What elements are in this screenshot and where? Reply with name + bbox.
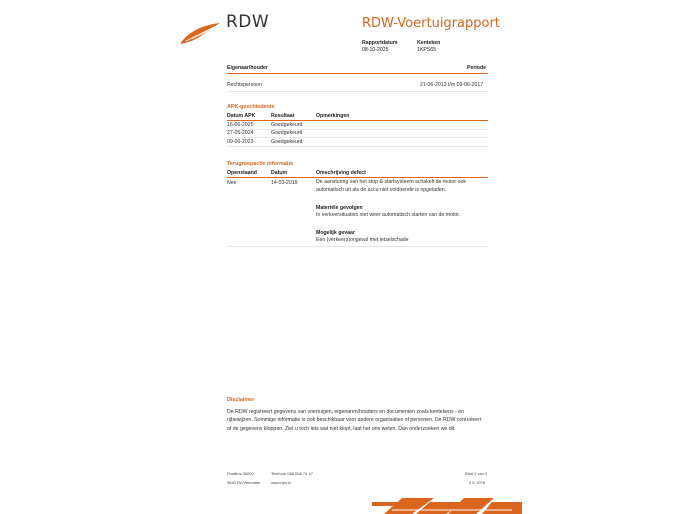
apk-row-rule [227, 146, 488, 147]
consequence-label: Materiële gevolgen [316, 205, 363, 211]
apk-row-date: 09-06-2023 [227, 139, 254, 145]
recall-defect-text: De aansturing van het stop & startsysteem schakelt de motor ook automatisch uit als de accu niet voldoende is opgeladen. [316, 179, 466, 194]
owner-period: 21-06-2013 t/m 09-06-2017 [420, 82, 484, 88]
decorative-stripes-icon [372, 496, 522, 514]
report-title: RDW-Voertuigrapport [362, 16, 500, 31]
apk-row-date: 27-05-2024 [227, 130, 254, 136]
owner-row-rule [227, 91, 488, 92]
footer-address: 9640 RA Veendam [227, 480, 261, 485]
period-column-header: Periode [467, 65, 487, 71]
danger-label: Mogelijk gevaar [316, 230, 355, 236]
danger-text: Een (verkeers)ongeval met letselschade [316, 237, 409, 243]
apk-row-rule [227, 129, 488, 130]
license-plate-label: Kenteken [417, 40, 441, 46]
brand-name: RDW [226, 12, 270, 32]
apk-header-rule [227, 120, 488, 121]
owner-header-rule [227, 73, 488, 74]
recall-date-header: Datum [271, 170, 288, 176]
report-date-value: 08-10-2025 [362, 47, 389, 53]
footer-page-number: Blad 3 van 3 [465, 471, 488, 476]
recall-row-rule [227, 246, 488, 247]
apk-notes-header: Opmerkingen [316, 113, 350, 119]
recall-defect-header: Omschrijving defect [316, 170, 366, 176]
disclaimer-text: De RDW registreert gegevens van voertuigen, eigenaren/houders en documenten zoals kentekens - en rijbewijzen. Sommige informatie is ook beschikbaar voor andere organisaties of personen. De RDW controleert of de gegevens kloppen. Ziet u toch iets wat niet klopt, laat het ons weten. Dan onderzoeken we dit. [227, 409, 482, 432]
apk-row-result: Goedgekeurd [271, 122, 303, 128]
disclaimer-title: Disclaimer [227, 397, 255, 403]
footer-postbus: Postbus 30000 [227, 471, 254, 476]
apk-date-header: Datum APK [227, 113, 256, 119]
footer-phone: Telefoon 088 008 74 47 [271, 471, 313, 476]
rdw-logo-icon [178, 22, 222, 46]
consequence-text: In verkeersituaties niet weer automatisch starten van de motor. [316, 212, 461, 218]
recall-date-value: 14-03-2019 [271, 180, 298, 186]
apk-row-date: 16-06-2025 [227, 122, 254, 128]
apk-result-header: Resultaat [271, 113, 295, 119]
license-plate-value: 1KPS65 [417, 47, 437, 53]
recall-open-value: Nee [227, 180, 237, 186]
owner-column-header: Eigenaar/houder [227, 65, 268, 71]
footer-code: 3 E 1978 [469, 480, 486, 485]
apk-row-rule [227, 137, 488, 138]
apk-row-result: Goedgekeurd [271, 139, 303, 145]
recall-section-title: Terugroepactie informatie [227, 161, 294, 167]
apk-section-title: APK-geschiedenis [227, 104, 275, 110]
apk-row-result: Goedgekeurd [271, 130, 303, 136]
report-date-label: Rapportdatum [362, 40, 398, 46]
owner-type: Rechtspersoon [227, 82, 262, 88]
footer-website: www.rdw.nl [271, 480, 292, 485]
recall-open-header: Openstaand [227, 170, 257, 176]
